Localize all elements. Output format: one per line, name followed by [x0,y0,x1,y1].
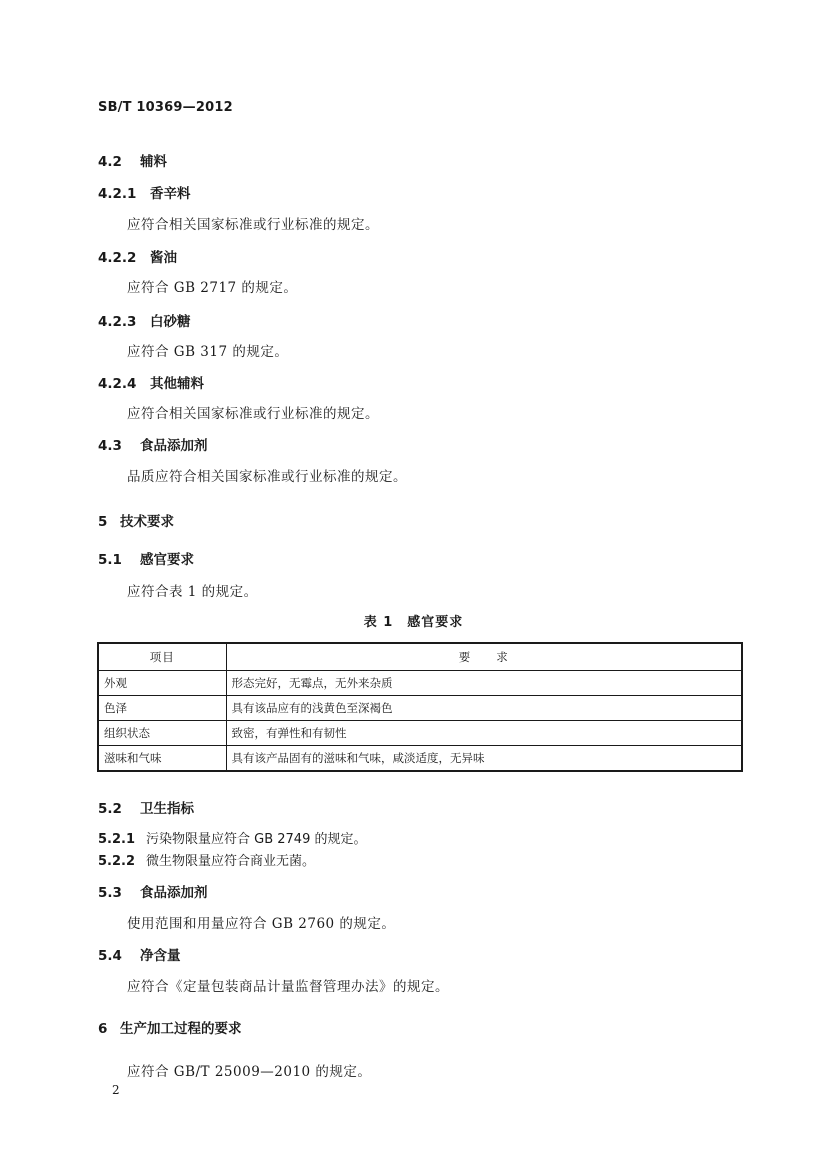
section-title: 食品添加剂 [140,885,208,901]
page-number: 2 [112,1083,120,1097]
section-number: 4.2.3 [98,314,137,330]
table-cell-item: 外观 [98,671,226,696]
clause-text: 微生物限量应符合商业无菌。 [146,854,316,869]
paragraph-4-2-1: 应符合相关国家标准或行业标准的规定。 [127,217,379,233]
table-cell-item: 滋味和气味 [98,746,226,772]
table-cell-item: 色泽 [98,696,226,721]
table-cell-requirement: 具有该产品固有的滋味和气味，咸淡适度，无异味 [226,746,742,772]
section-number: 5.2.1 [98,832,136,847]
paragraph-4-2-4: 应符合相关国家标准或行业标准的规定。 [127,406,379,422]
heading-5-4 [98,944,181,964]
heading-6 [98,1017,242,1037]
clause-text: 污染物限量应符合 GB 2749 的规定。 [146,832,367,847]
section-number: 4.3 [98,438,122,454]
heading-5 [98,510,174,530]
table-header-row [98,643,742,671]
heading-4-2-3 [98,310,191,330]
table-cell-requirement: 形态完好，无霉点，无外来杂质 [226,671,742,696]
section-title: 白砂糖 [150,314,191,330]
section-title: 其他辅料 [150,376,204,392]
table-row [98,671,742,696]
heading-5-1 [98,548,194,568]
table-cell-requirement: 致密，有弹性和有韧性 [226,721,742,746]
section-number: 5 [98,514,108,530]
section-number: 5.2.2 [98,854,136,869]
section-title: 生产加工过程的要求 [120,1021,242,1037]
column-header-requirement: 要 求 [226,643,742,671]
section-number: 4.2.4 [98,376,137,392]
section-number: 5.2 [98,801,122,817]
document-code: SB/T 10369—2012 [98,100,233,115]
paragraph-5-3: 使用范围和用量应符合 GB 2760 的规定。 [127,916,396,932]
table-row [98,696,742,721]
table-row [98,746,742,772]
section-title: 卫生指标 [140,801,194,817]
paragraph-4-3: 品质应符合相关国家标准或行业标准的规定。 [127,469,407,485]
section-title: 感官要求 [140,552,194,568]
paragraph-5-4: 应符合《定量包装商品计量监督管理办法》的规定。 [127,979,449,995]
section-title: 技术要求 [120,514,174,530]
paragraph-6: 应符合 GB/T 25009—2010 的规定。 [127,1064,372,1080]
table-cell-requirement: 具有该品应有的浅黄色至深褐色 [226,696,742,721]
heading-4-3 [98,434,208,454]
paragraph-5-1: 应符合表 1 的规定。 [127,584,258,600]
section-title: 净含量 [140,948,181,964]
table-row [98,721,742,746]
section-number: 5.1 [98,552,122,568]
sensory-requirements-table [97,642,743,772]
section-number: 5.3 [98,885,122,901]
section-number: 4.2 [98,154,122,170]
table-caption: 表 1 感官要求 [363,615,464,630]
section-title: 辅料 [140,154,167,170]
section-number: 6 [98,1021,108,1037]
section-title: 食品添加剂 [140,438,208,454]
paragraph-4-2-3: 应符合 GB 317 的规定。 [127,344,289,360]
heading-4-2-4 [98,372,204,392]
heading-4-2-2 [98,246,177,266]
section-number: 5.4 [98,948,122,964]
table-cell-item: 组织状态 [98,721,226,746]
paragraph-4-2-2: 应符合 GB 2717 的规定。 [127,280,298,296]
heading-5-2 [98,797,194,817]
clause-5-2-2 [98,850,315,869]
column-header-item: 项目 [98,643,226,671]
section-number: 4.2.2 [98,250,137,266]
section-number: 4.2.1 [98,186,137,202]
heading-4-2 [98,150,167,170]
section-title: 香辛料 [150,186,191,202]
clause-5-2-1 [98,828,366,847]
heading-4-2-1 [98,182,191,202]
section-title: 酱油 [150,250,177,266]
heading-5-3 [98,881,208,901]
